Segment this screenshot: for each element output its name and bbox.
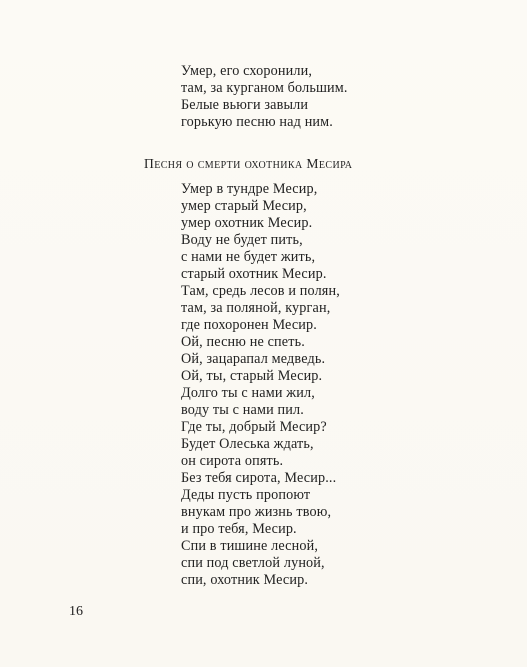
poem-title: Песня о смерти охотника Месира	[144, 156, 353, 171]
poem-line: старый охотник Месир.	[181, 266, 327, 282]
poem-line: Деды пусть пропоют	[181, 487, 311, 503]
poem-line: Умер в тундре Месир,	[181, 181, 318, 197]
poem-line: горькую песню над ним.	[181, 114, 333, 130]
poem-line: умер охотник Месир.	[181, 215, 313, 231]
poem-line: там, за курганом большим.	[181, 80, 348, 96]
poem-line: воду ты с нами пил.	[181, 402, 304, 418]
poem-stanza-1	[181, 63, 348, 131]
poem-line: с нами не будет жить,	[181, 249, 316, 265]
poem-line: и про тебя, Месир.	[181, 521, 297, 537]
page-number: 16	[69, 604, 83, 619]
poem-line: Спи в тишине лесной,	[181, 538, 319, 554]
poem-line: Без тебя сирота, Месир...	[181, 470, 337, 486]
poem-line: Умер, его схоронили,	[181, 63, 313, 79]
poem-line: где похоронен Месир.	[181, 317, 317, 333]
poem-line: спи, охотник Месир.	[181, 572, 309, 588]
poem-line: Ой, зацарапал медведь.	[181, 351, 326, 367]
poem-line: там, за поляной, курган,	[181, 300, 331, 316]
poem-line: Ой, песню не спеть.	[181, 334, 305, 350]
poem-line: внукам про жизнь твою,	[181, 504, 332, 520]
poem-line: Где ты, добрый Месир?	[181, 419, 327, 435]
poem-line: Ой, ты, старый Месир.	[181, 368, 323, 384]
poem-line: Долго ты с нами жил,	[181, 385, 315, 401]
poem-line: Воду не будет пить,	[181, 232, 303, 248]
poem-line: спи под светлой луной,	[181, 555, 325, 571]
poem-line: он сирота опять.	[181, 453, 284, 469]
poem-line: Там, средь лесов и полян,	[181, 283, 340, 299]
poem-line: Белые вьюги завыли	[181, 97, 309, 113]
poem-line: умер старый Месир,	[181, 198, 307, 214]
poem-line: Будет Олеська ждать,	[181, 436, 314, 452]
poem-stanza-2	[181, 181, 340, 589]
